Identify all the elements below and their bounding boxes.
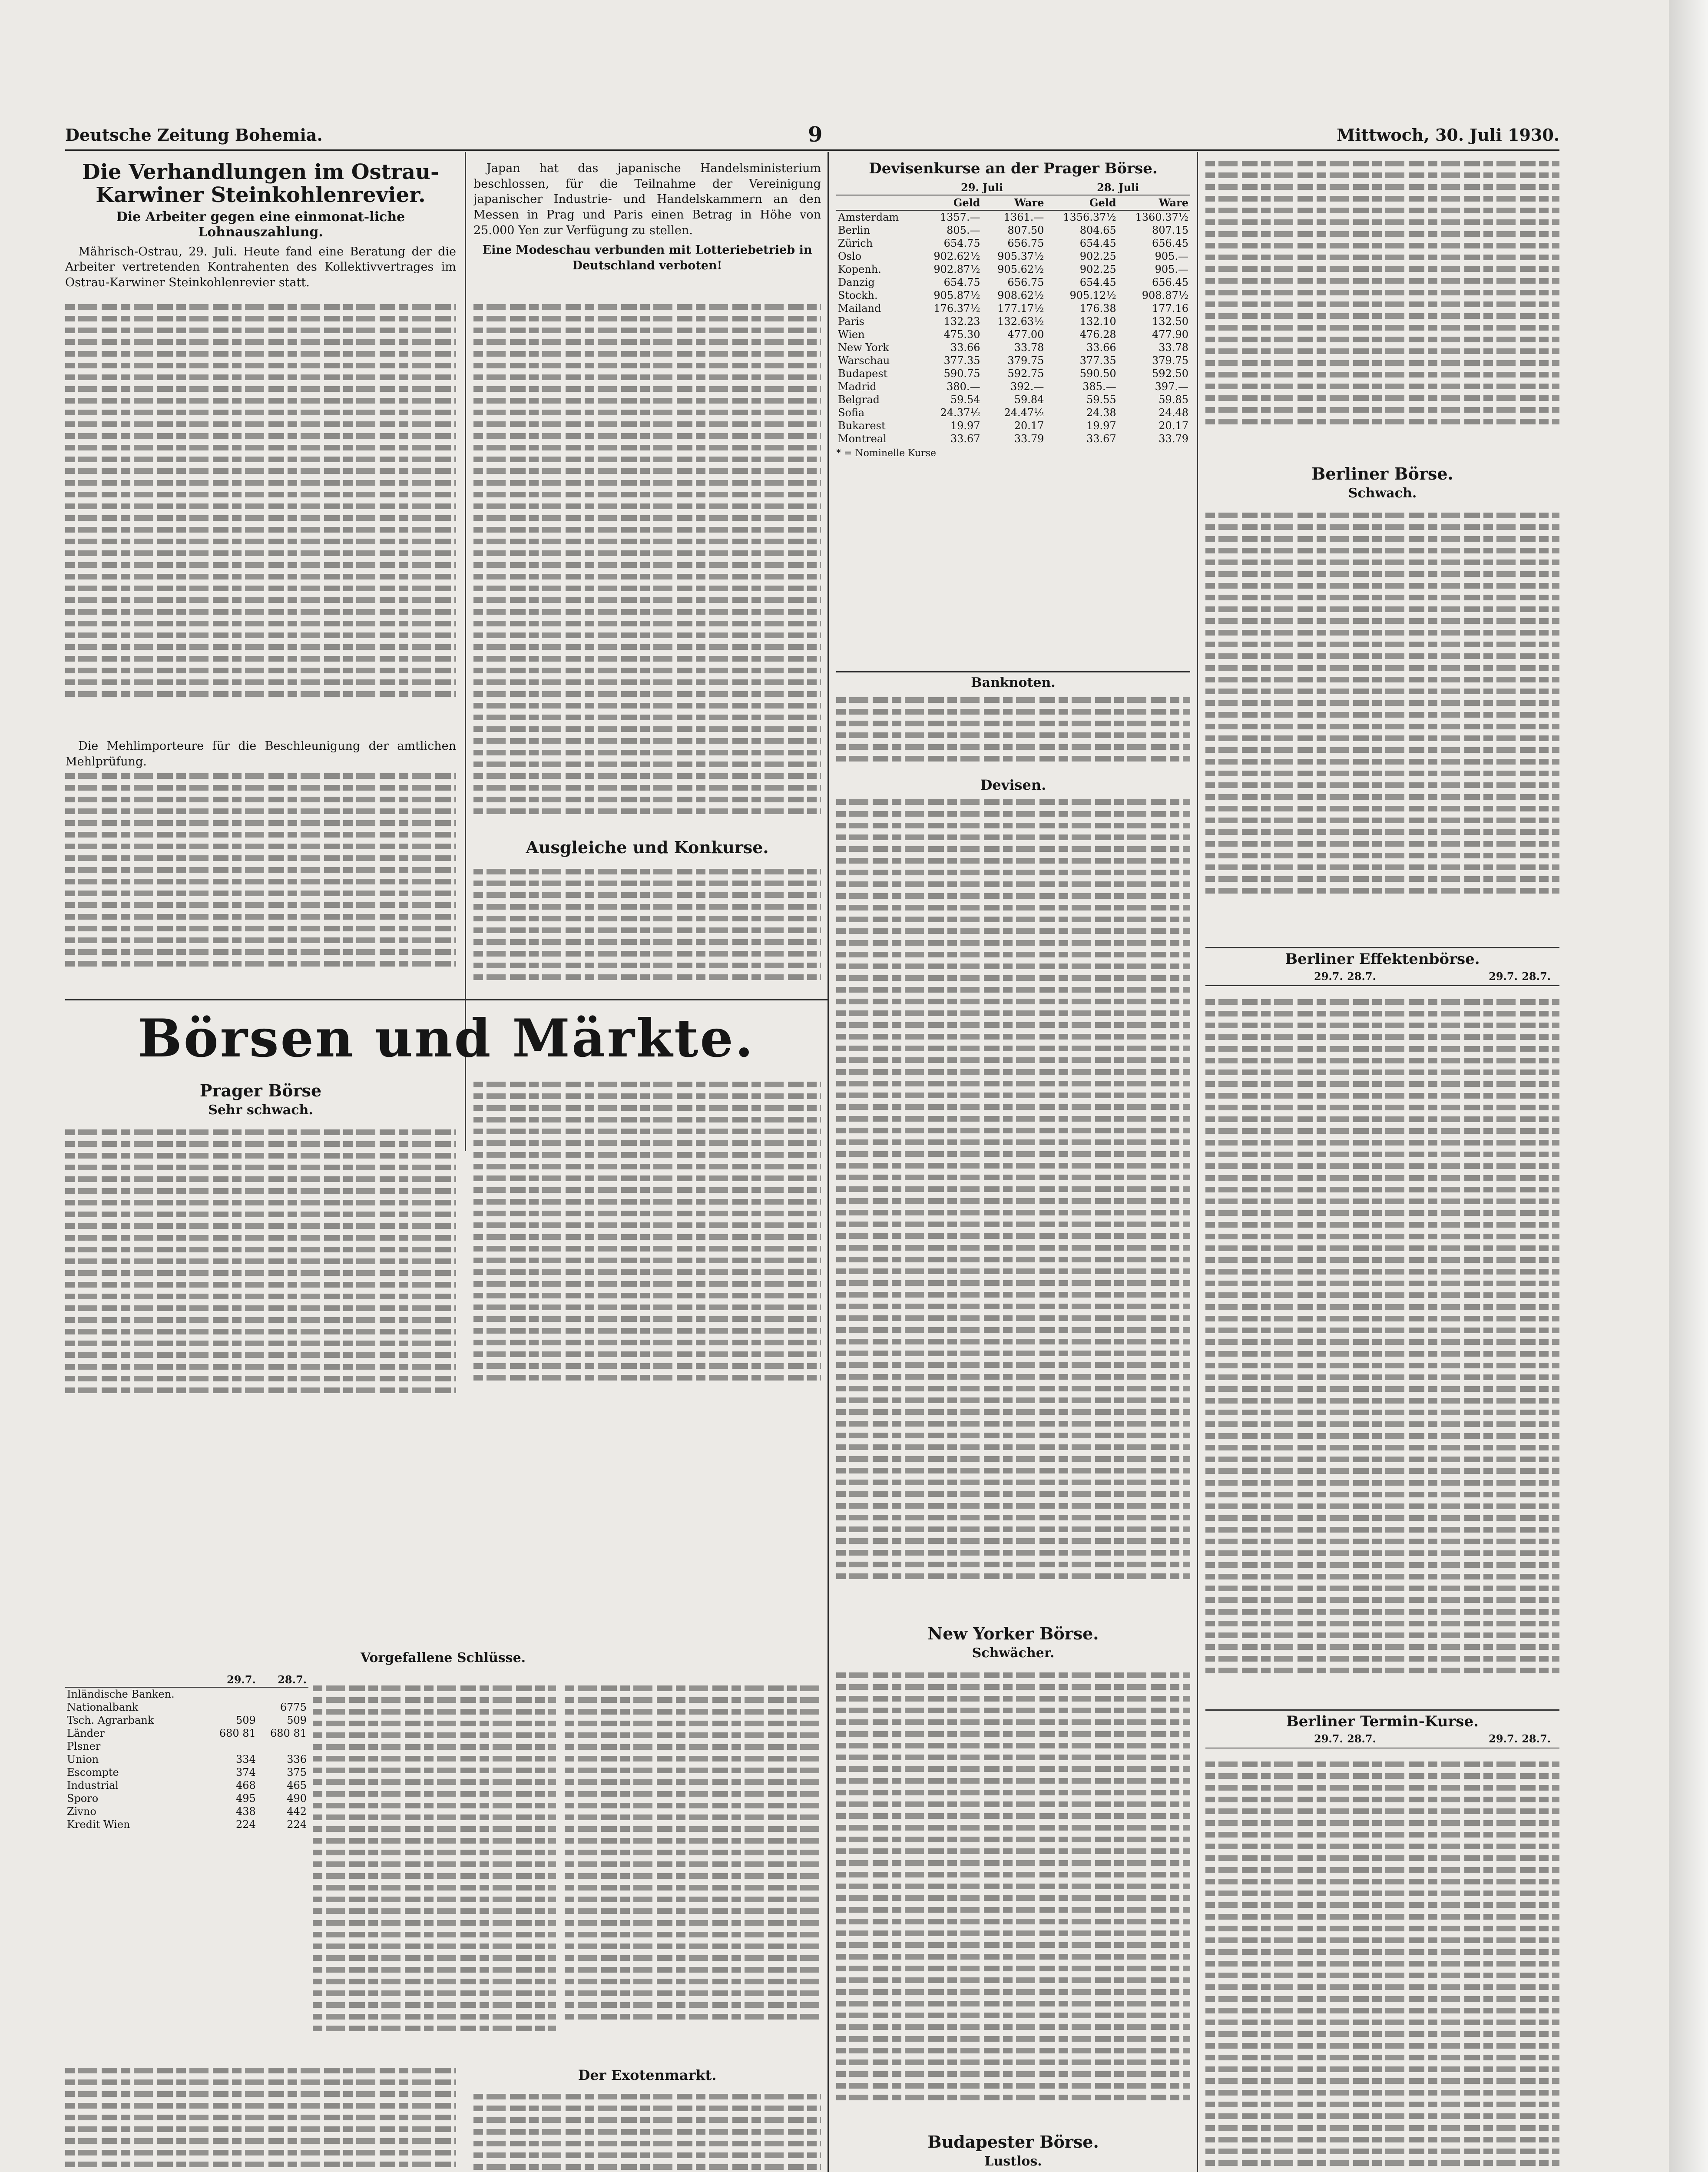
inland-name: Plsner — [67, 1740, 101, 1752]
inland-name: Nationalbank — [67, 1701, 139, 1713]
column-rule — [465, 152, 466, 1151]
devisen-row — [836, 393, 1190, 406]
schluesse-lines — [313, 1685, 556, 2037]
boersen-title: Börsen und Märkte. — [138, 1008, 755, 1069]
inland-value-28: 375 — [287, 1766, 307, 1778]
devisen-row — [836, 263, 1190, 276]
article-ausgleiche — [473, 838, 821, 995]
inland-rows — [65, 1687, 308, 1831]
newspaper-name: Deutsche Zeitung Bohemia. — [65, 125, 323, 145]
devisen-table-block — [836, 161, 1190, 669]
devisen-geld-28: 385.— — [1082, 381, 1116, 393]
termin-col1: 29.7. — [1314, 1732, 1343, 1745]
devisen-place: Sofia — [838, 407, 865, 419]
inland-row — [65, 1805, 308, 1818]
devisen-geld-28: 19.97 — [1086, 420, 1116, 432]
exotenmarkt-title: Der Exotenmarkt. — [578, 2068, 717, 2083]
devisen2-lines — [836, 799, 1190, 1585]
inland-value-29: 680 81 — [219, 1727, 256, 1739]
devisen-geld-28: 33.67 — [1086, 433, 1116, 445]
article-text-lines — [65, 304, 456, 703]
article-exotenmarkt — [473, 2068, 821, 2172]
effekten-block — [1205, 951, 1559, 1707]
devisen-ware-28: 24.48 — [1159, 407, 1188, 419]
devisen-ware-28: 59.85 — [1159, 394, 1188, 406]
col-date2: 28.7. — [258, 1672, 308, 1687]
devisen-place: Berlin — [838, 224, 871, 237]
devisen-place: Oslo — [838, 250, 862, 263]
inland-quotes-table — [65, 1672, 308, 1831]
devisen-row — [836, 315, 1190, 328]
col-ware-1: Ware — [982, 195, 1046, 210]
berliner-title: Berliner Börse. — [1311, 465, 1453, 483]
devisen-ware-29: 33.78 — [1014, 341, 1044, 354]
devisen-ware-28: 908.87½ — [1142, 289, 1188, 302]
devisen-geld-28: 24.38 — [1086, 407, 1116, 419]
vorgefallene-heading — [65, 1651, 821, 1668]
devisen-ware-29: 177.17½ — [997, 302, 1044, 315]
devisen-place: Wien — [838, 328, 865, 341]
devisen-ware-28: 397.— — [1155, 381, 1188, 393]
inland-value-29: 224 — [236, 1818, 256, 1831]
devisen-place: Zürich — [838, 237, 873, 250]
article-ostrau — [65, 161, 456, 747]
inland-name: Kredit Wien — [67, 1818, 130, 1831]
devisen-geld-29: 654.75 — [943, 237, 980, 250]
effekten-col2: 28.7. — [1347, 970, 1376, 983]
staatsanleihen-text — [65, 2068, 456, 2172]
inland-value-29: 334 — [236, 1753, 256, 1765]
devisen-place: Warschau — [838, 354, 890, 367]
effekten-col1b: 29.7. — [1489, 970, 1518, 983]
inland-name: Industrial — [67, 1779, 119, 1791]
devisen-geld-28: 1356.37½ — [1063, 211, 1116, 224]
devisen-ware-28: 656.45 — [1152, 276, 1188, 289]
devisen-ware-28: 477.90 — [1152, 328, 1188, 341]
devisen-geld-28: 654.45 — [1079, 237, 1116, 250]
termin-col2: 28.7. — [1347, 1732, 1376, 1745]
inland-value-28: 490 — [287, 1792, 307, 1804]
col-ware-2: Ware — [1118, 195, 1190, 210]
col-geld-2: Geld — [1046, 195, 1118, 210]
prager-text-lines — [65, 1129, 456, 1399]
termin-column-headers — [1205, 1730, 1559, 1748]
inland-value-28: 224 — [287, 1818, 307, 1831]
inland-value-29: 495 — [236, 1792, 256, 1804]
inland-name: Inländische Banken. — [67, 1688, 175, 1700]
inland-name: Zivno — [67, 1805, 96, 1818]
devisen-place: Montreal — [838, 433, 887, 445]
inland-value-29: 374 — [236, 1766, 256, 1778]
devisen-ware-29: 656.75 — [1007, 237, 1044, 250]
devisen2-title: Devisen. — [980, 778, 1046, 793]
inland-value-29: 468 — [236, 1779, 256, 1791]
article-mehlimporteure — [65, 738, 456, 995]
inland-row — [65, 1740, 308, 1753]
devisen-ware-29: 33.79 — [1014, 433, 1044, 445]
berliner-lines — [1205, 513, 1559, 900]
devisen-ware-28: 132.50 — [1152, 315, 1188, 328]
devisen-geld-28: 476.28 — [1079, 328, 1116, 341]
inland-value-28: 680 81 — [270, 1727, 307, 1739]
japan-body — [473, 161, 821, 238]
col-name — [65, 1672, 207, 1687]
devisen-geld-29: 902.62½ — [933, 250, 980, 263]
devisen-geld-28: 59.55 — [1086, 394, 1116, 406]
inland-value-29 — [207, 1701, 258, 1714]
banknoten-title: Banknoten. — [971, 675, 1056, 690]
devisen-row — [836, 432, 1190, 445]
devisen-geld-29: 33.67 — [950, 433, 980, 445]
berliner-subtitle: Schwach. — [1348, 485, 1417, 501]
devisen-note: * = Nominelle Kurse — [836, 448, 937, 459]
inland-row — [65, 1714, 308, 1727]
devisen-place: Stockh. — [838, 289, 878, 302]
devisen-row — [836, 289, 1190, 302]
ausgleiche-title: Ausgleiche und Konkurse. — [526, 838, 769, 857]
modeschau-text-lines — [473, 304, 821, 820]
vorgefallene-title: Vorgefallene Schlüsse. — [360, 1651, 526, 1665]
devisen-geld-29: 1357.— — [940, 211, 980, 224]
devisen-ware-29: 656.75 — [1007, 276, 1044, 289]
devisen-place: Kopenh. — [838, 263, 881, 276]
schluesse-col2 — [313, 1672, 556, 2055]
inland-name: Union — [67, 1753, 99, 1765]
devisen-geld-28: 33.66 — [1086, 341, 1116, 354]
inland-name: Sporo — [67, 1792, 99, 1804]
inland-name: Escompte — [67, 1766, 119, 1778]
devisen-row — [836, 328, 1190, 341]
devisen-geld-29: 654.75 — [943, 276, 980, 289]
inland-row — [65, 1727, 308, 1740]
newyork-subtitle: Schwächer. — [972, 1645, 1055, 1661]
devisen-geld-29: 590.75 — [943, 368, 980, 380]
devisen-rows — [836, 210, 1190, 445]
devisen-geld-28: 132.10 — [1079, 315, 1116, 328]
staatsanleihen-lines — [65, 2068, 456, 2172]
newyork-lines — [836, 1672, 1190, 2106]
devisen-geld-29: 377.35 — [943, 354, 980, 367]
termin-col2b: 28.7. — [1522, 1732, 1551, 1745]
devisen-ware-28: 656.45 — [1152, 237, 1188, 250]
devisen-geld-29: 902.87½ — [933, 263, 980, 276]
section-rule — [1205, 947, 1559, 948]
inland-value-28: 509 — [287, 1714, 307, 1726]
devisen-place: Mailand — [838, 302, 881, 315]
devisen-geld-28: 654.45 — [1079, 276, 1116, 289]
devisen-place: Budapest — [838, 368, 888, 380]
devisen-row — [836, 276, 1190, 289]
devisen-geld-28: 902.25 — [1079, 250, 1116, 263]
devisen-geld-29: 24.37½ — [940, 407, 980, 419]
inland-row — [65, 1818, 308, 1831]
inland-value-28: 465 — [287, 1779, 307, 1791]
mehl-lead: Die Mehlimporteure für die Beschleunigung der amtlichen Mehlprüfung. — [65, 739, 456, 768]
devisen-geld-29: 380.— — [947, 381, 980, 393]
inland-value-28 — [258, 1740, 308, 1753]
devisen-row — [836, 354, 1190, 367]
devisen-ware-29: 477.00 — [1007, 328, 1044, 341]
inland-table — [65, 1672, 308, 1985]
devisen-ware-28: 177.16 — [1152, 302, 1188, 315]
article-title-line1: Die Verhandlungen im Ostrau- — [82, 161, 439, 184]
devisen-row — [836, 380, 1190, 393]
article-banknoten — [836, 675, 1190, 775]
devisen-place: Madrid — [838, 381, 877, 393]
devisen-row — [836, 406, 1190, 419]
devisen-ware-28: 905.— — [1155, 250, 1188, 263]
devisen-ware-28: 807.15 — [1152, 224, 1188, 237]
page-header — [65, 125, 1559, 151]
devisen-ware-29: 1361.— — [1003, 211, 1044, 224]
devisen-row — [836, 250, 1190, 263]
col-place — [836, 180, 918, 195]
devisen-geld-29: 132.23 — [943, 315, 980, 328]
effekten-col2b: 28.7. — [1522, 970, 1551, 983]
effekten-column-headers — [1205, 967, 1559, 986]
termin-lines — [1205, 1761, 1559, 2172]
col-date-29: 29. Juli — [918, 180, 1046, 195]
inland-row — [65, 1766, 308, 1779]
col4-top-lines — [1205, 161, 1559, 430]
inland-value-28: 336 — [287, 1753, 307, 1765]
prager-cont-lines — [473, 1082, 821, 1387]
devisen-ware-29: 132.63½ — [997, 315, 1044, 328]
devisen-geld-29: 805.— — [947, 224, 980, 237]
devisen-place: Belgrad — [838, 394, 880, 406]
devisen-ware-28: 1360.37½ — [1135, 211, 1188, 224]
inland-row — [65, 1792, 308, 1805]
devisen-ware-29: 905.62½ — [997, 263, 1044, 276]
devisen-ware-29: 20.17 — [1014, 420, 1044, 432]
section-rule — [65, 999, 828, 1000]
inland-row — [65, 1687, 308, 1701]
devisen-ware-28: 379.75 — [1152, 354, 1188, 367]
devisen-ware-29: 59.84 — [1014, 394, 1044, 406]
article-title-line2: Karwiner Steinkohlenrevier. — [96, 182, 426, 207]
inland-name: Tsch. Agrarbank — [67, 1714, 154, 1726]
devisen-ware-28: 905.— — [1155, 263, 1188, 276]
column-rule — [1197, 152, 1198, 2172]
page-edge-shadow — [1669, 0, 1708, 2172]
devisen-geld-29: 33.66 — [950, 341, 980, 354]
devisen-ware-28: 33.79 — [1159, 433, 1188, 445]
devisen-ware-29: 905.37½ — [997, 250, 1044, 263]
devisen-geld-28: 905.12½ — [1069, 289, 1116, 302]
section-boersen — [65, 1008, 828, 1082]
inland-row — [65, 1701, 308, 1714]
devisen-ware-29: 24.47½ — [1004, 407, 1044, 419]
devisen-row — [836, 341, 1190, 354]
article-berliner-boerse — [1205, 465, 1559, 947]
inland-value-28: 442 — [287, 1805, 307, 1818]
devisen-geld-28: 377.35 — [1079, 354, 1116, 367]
devisen-ware-29: 807.50 — [1007, 224, 1044, 237]
prager-subtitle: Sehr schwach. — [208, 1102, 313, 1118]
article-newyork — [836, 1625, 1190, 2133]
article-budapest — [836, 2133, 1190, 2172]
effekten-title: Berliner Effektenbörse. — [1285, 951, 1480, 968]
devisen-row — [836, 237, 1190, 250]
devisen-geld-29: 176.37½ — [933, 302, 980, 315]
devisen-geld-29: 905.87½ — [933, 289, 980, 302]
modeschau-headline: Eine Modeschau verbunden mit Lotteriebetrieb in Deutschland verboten! — [482, 243, 812, 272]
devisen-table — [836, 180, 1190, 445]
devisen-place: Paris — [838, 315, 864, 328]
japan-text: Japan hat das japanische Handelsministerium beschlossen, für die Teilnahme der Vereinigung japanischer Industrie- und Handelskammern an den Messen in Prag und Paris einen Betrag in Höhe von 25.000 Yen zur Verfügung zu stellen. — [473, 162, 821, 237]
devisen-row — [836, 302, 1190, 315]
devisen-place: New York — [838, 341, 889, 354]
article-devisen-foreign — [836, 778, 1190, 1625]
devisen-geld-28: 902.25 — [1079, 263, 1116, 276]
effekten-lines — [1205, 999, 1559, 1679]
devisen-geld-29: 59.54 — [950, 394, 980, 406]
devisen-ware-29: 392.— — [1010, 381, 1044, 393]
schluesse-col3 — [565, 1672, 821, 2055]
article-subtitle: Die Arbeiter gegen eine einmonat-liche Lohnauszahlung. — [116, 209, 405, 240]
devisen-geld-29: 19.97 — [950, 420, 980, 432]
devisen-row — [836, 419, 1190, 432]
devisen-ware-29: 592.75 — [1007, 368, 1044, 380]
article-lead: Mährisch-Ostrau, 29. Juli. Heute fand eine Beratung der die Arbeiter vertretenden Kontrahenten des Kollektivvertrages im Ostrau-Karwiner Steinkohlenrevier statt. — [65, 245, 456, 289]
termin-title: Berliner Termin-Kurse. — [1286, 1714, 1479, 1730]
issue-date: Mittwoch, 30. Juli 1930. — [1337, 125, 1559, 145]
banknoten-lines — [836, 697, 1190, 768]
devisen-ware-29: 908.62½ — [997, 289, 1044, 302]
ausgleiche-text-lines — [473, 869, 821, 986]
inland-value-28 — [258, 1687, 308, 1701]
inland-row — [65, 1753, 308, 1766]
inland-row — [65, 1779, 308, 1792]
inland-value-29: 509 — [236, 1714, 256, 1726]
devisen-ware-28: 592.50 — [1152, 368, 1188, 380]
col-geld-1: Geld — [918, 195, 982, 210]
section-rule — [836, 671, 1190, 672]
devisen-row — [836, 210, 1190, 224]
budapest-subtitle: Lustlos. — [984, 2153, 1042, 2169]
devisen-place: Amsterdam — [838, 211, 899, 224]
exotenmarkt-lines — [473, 2094, 821, 2172]
devisen-geld-29: 475.30 — [943, 328, 980, 341]
section-rule — [1205, 1709, 1559, 1711]
devisen-geld-28: 176.38 — [1079, 302, 1116, 315]
termin-col1b: 29.7. — [1489, 1732, 1518, 1745]
devisen-place: Danzig — [838, 276, 875, 289]
article-japan-modeschau — [473, 161, 821, 838]
mehl-body — [65, 738, 456, 769]
col-place-sub — [836, 195, 918, 210]
devisen-place: Bukarest — [838, 420, 886, 432]
devisen-geld-28: 804.65 — [1079, 224, 1116, 237]
prager-title: Prager Börse — [199, 1082, 322, 1100]
devisen-title: Devisenkurse an der Prager Börse. — [869, 161, 1158, 177]
inland-value-29 — [207, 1687, 258, 1701]
col-date1: 29.7. — [207, 1672, 258, 1687]
column-rule — [828, 152, 829, 2172]
devisen-row — [836, 367, 1190, 380]
inland-name: Länder — [67, 1727, 105, 1739]
devisen-geld-28: 590.50 — [1079, 368, 1116, 380]
inland-value-29: 438 — [236, 1805, 256, 1818]
column4-top-text — [1205, 161, 1559, 465]
inland-value-28: 6775 — [280, 1701, 307, 1713]
budapest-title: Budapester Börse. — [927, 2133, 1099, 2152]
devisen-ware-28: 20.17 — [1159, 420, 1188, 432]
schluesse-lines-2 — [565, 1685, 821, 2026]
inland-value-29 — [207, 1740, 258, 1753]
devisen-row — [836, 224, 1190, 237]
mehl-text-lines — [65, 773, 456, 973]
col-date-28: 28. Juli — [1046, 180, 1190, 195]
devisen-ware-29: 379.75 — [1007, 354, 1044, 367]
page-number: 9 — [808, 123, 823, 147]
effekten-col1: 29.7. — [1314, 970, 1343, 983]
article-body — [65, 244, 456, 291]
newyork-title: New Yorker Börse. — [927, 1625, 1099, 1643]
devisen-ware-28: 33.78 — [1159, 341, 1188, 354]
termin-block — [1205, 1714, 1559, 2172]
